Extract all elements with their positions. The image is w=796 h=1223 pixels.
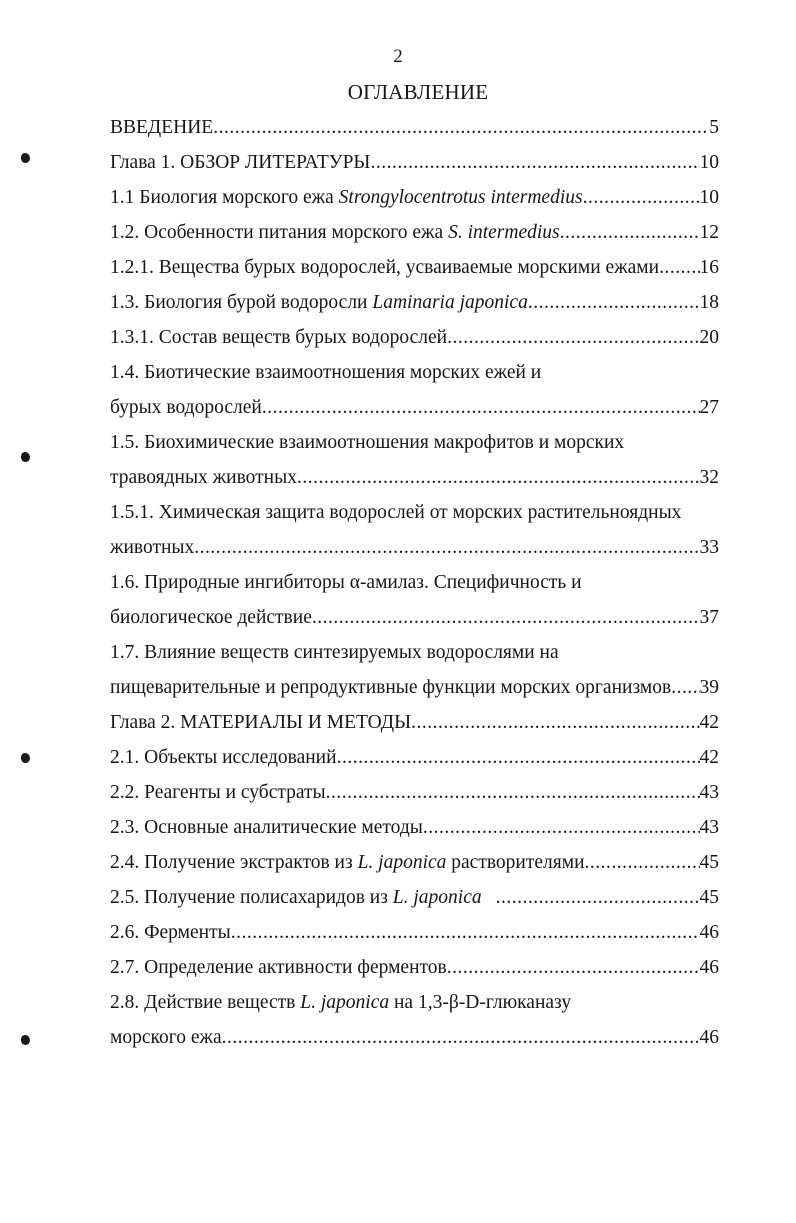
toc-page-number: 39 bbox=[699, 677, 719, 698]
dot-leader bbox=[583, 185, 700, 211]
toc-entry-text: 1.7. Влияние веществ синтезируемых водорослями на bbox=[110, 642, 559, 663]
toc-entry-1-3[interactable] bbox=[110, 290, 719, 316]
toc-entry-chapter-1[interactable] bbox=[110, 150, 719, 176]
toc-page-number: 20 bbox=[699, 327, 719, 348]
dot-leader bbox=[312, 605, 700, 631]
toc-entry-2-3[interactable] bbox=[110, 815, 719, 841]
dot-leader bbox=[496, 885, 700, 911]
toc-entry-text: Глава 2. МАТЕРИАЛЫ И МЕТОДЫ bbox=[110, 712, 412, 733]
toc-entry-text: 1.5. Биохимические взаимоотношения макрофитов и морских bbox=[110, 432, 625, 453]
toc-page-number: 45 bbox=[699, 852, 719, 873]
toc-entry-text: 2.4. Получение экстрактов из bbox=[110, 852, 358, 873]
toc-page-number: 43 bbox=[699, 817, 719, 838]
toc-entry-text: 1.2. Особенности питания морского ежа bbox=[110, 222, 449, 243]
toc-entry-1-4[interactable] bbox=[110, 360, 719, 386]
toc-page-number: 45 bbox=[699, 887, 719, 908]
toc-entry-1-2-1[interactable] bbox=[110, 255, 719, 281]
toc-entry-text: 1.4. Биотические взаимоотношения морских ежей и bbox=[110, 362, 542, 383]
toc-page-number: 12 bbox=[699, 222, 719, 243]
toc-entry-latin-name: L. japonica bbox=[300, 992, 390, 1013]
toc-page-number: 18 bbox=[699, 292, 719, 313]
toc-entry-1-5[interactable] bbox=[110, 430, 719, 456]
dot-leader bbox=[447, 955, 700, 981]
toc-entry-1-4-continued[interactable] bbox=[110, 395, 719, 421]
toc-entry-2-6[interactable] bbox=[110, 920, 719, 946]
toc-entry-text: 1.3. Биология бурой водоросли bbox=[110, 292, 373, 313]
dot-leader bbox=[528, 290, 700, 316]
dot-leader bbox=[222, 1025, 700, 1051]
toc-entry-text: Глава 1. ОБЗОР ЛИТЕРАТУРЫ bbox=[110, 152, 371, 173]
dot-leader bbox=[194, 535, 699, 561]
toc-entry-continuation: морского ежа bbox=[110, 1027, 222, 1048]
toc-page-number: 46 bbox=[699, 957, 719, 978]
toc-entry-text: 2.3. Основные аналитические методы bbox=[110, 817, 423, 838]
toc-entry-2-5[interactable] bbox=[110, 885, 719, 911]
toc-entry-1-6-continued[interactable] bbox=[110, 605, 719, 631]
toc-entry-text: 2.8. Действие веществ bbox=[110, 992, 301, 1013]
toc-entry-1-1[interactable] bbox=[110, 185, 719, 211]
toc-entry-1-3-1[interactable] bbox=[110, 325, 719, 351]
toc-page-number: 43 bbox=[699, 782, 719, 803]
toc-page-number: 10 bbox=[699, 187, 719, 208]
toc-entry-continuation: травоядных животных bbox=[110, 467, 297, 488]
toc-entry-text: 1.2.1. Вещества бурых водорослей, усваиваемые морскими ежами bbox=[110, 257, 660, 278]
toc-entry-latin-name: S. intermedius bbox=[448, 222, 560, 243]
toc-entry-chapter-2[interactable] bbox=[110, 710, 719, 736]
toc-entry-1-6[interactable] bbox=[110, 570, 719, 596]
toc-entry-2-1[interactable] bbox=[110, 745, 719, 771]
toc-entry-2-8-continued[interactable] bbox=[110, 1025, 719, 1051]
toc-page-number: 37 bbox=[699, 607, 719, 628]
dot-leader bbox=[297, 465, 700, 491]
dot-leader bbox=[337, 745, 700, 771]
toc-entry-text: 1.1 Биология морского ежа bbox=[110, 187, 339, 208]
dot-leader bbox=[659, 255, 699, 281]
toc-page-number: 46 bbox=[699, 1027, 719, 1048]
dot-leader bbox=[370, 150, 699, 176]
dot-leader bbox=[560, 220, 700, 246]
page-title: ОГЛАВЛЕНИЕ bbox=[347, 80, 489, 104]
toc-entry-text: 2.5. Получение полисахаридов из bbox=[110, 887, 393, 908]
toc-page-number: 42 bbox=[699, 747, 719, 768]
toc-entry-2-2[interactable] bbox=[110, 780, 719, 806]
toc-entry-continuation: бурых водорослей bbox=[110, 397, 262, 418]
toc-entry-2-7[interactable] bbox=[110, 955, 719, 981]
toc-entry-text-after: растворителями bbox=[446, 852, 585, 873]
toc-entry-text: 2.6. Ферменты bbox=[110, 922, 231, 943]
toc-entry-introduction[interactable] bbox=[110, 115, 719, 141]
toc-entry-text-after: на 1,3-β-D-глюканазу bbox=[389, 992, 572, 1013]
toc-entry-latin-name: Laminaria japonica bbox=[372, 292, 528, 313]
dot-leader bbox=[213, 115, 709, 141]
toc-page-number: 16 bbox=[699, 257, 719, 278]
toc-entry-2-4[interactable] bbox=[110, 850, 719, 876]
toc-entry-latin-name: L. japonica bbox=[392, 887, 482, 908]
toc-page-number: 5 bbox=[709, 117, 719, 138]
toc-entry-1-5-1[interactable] bbox=[110, 500, 719, 526]
dot-leader bbox=[262, 395, 700, 421]
toc-entry-1-2[interactable] bbox=[110, 220, 719, 246]
toc-entry-continuation: животных bbox=[110, 537, 195, 558]
toc-page-number: 33 bbox=[699, 537, 719, 558]
toc-page-number: 46 bbox=[699, 922, 719, 943]
toc-entry-2-8[interactable] bbox=[110, 990, 719, 1016]
dot-leader bbox=[411, 710, 699, 736]
toc-entry-continuation: пищеварительные и репродуктивные функции морских организмов bbox=[110, 677, 672, 698]
toc-entry-1-7-continued[interactable] bbox=[110, 675, 719, 701]
toc-entry-text: 2.7. Определение активности ферментов bbox=[110, 957, 447, 978]
toc-page-number: 42 bbox=[699, 712, 719, 733]
page-number: 2 bbox=[393, 46, 403, 67]
toc-entry-text: 1.3.1. Состав веществ бурых водорослей bbox=[110, 327, 448, 348]
toc-entry-text: 2.2. Реагенты и субстраты bbox=[110, 782, 326, 803]
toc-entry-text: 1.6. Природные ингибиторы α-амилаз. Специфичность и bbox=[110, 572, 582, 593]
toc-entry-1-7[interactable] bbox=[110, 640, 719, 666]
toc-entry-latin-name: Strongylocentrotus intermedius bbox=[338, 187, 583, 208]
toc-entry-1-5-continued[interactable] bbox=[110, 465, 719, 491]
toc-entry-latin-name: L. japonica bbox=[357, 852, 447, 873]
toc-entry-text: ВВЕДЕНИЕ bbox=[110, 117, 214, 138]
dot-leader bbox=[447, 325, 699, 351]
dot-leader bbox=[326, 780, 700, 806]
dot-leader bbox=[585, 850, 700, 876]
toc-entry-text: 1.5.1. Химическая защита водорослей от морских растительноядных bbox=[110, 502, 682, 523]
dot-leader bbox=[671, 675, 699, 701]
toc-page-number: 27 bbox=[699, 397, 719, 418]
toc-entry-text: 2.1. Объекты исследований bbox=[110, 747, 337, 768]
dot-leader bbox=[423, 815, 700, 841]
toc-entry-continuation: биологическое действие bbox=[110, 607, 312, 628]
toc-page-number: 32 bbox=[699, 467, 719, 488]
dot-leader bbox=[231, 920, 700, 946]
toc-page-number: 10 bbox=[699, 152, 719, 173]
toc-entry-1-5-1-continued[interactable] bbox=[110, 535, 719, 561]
